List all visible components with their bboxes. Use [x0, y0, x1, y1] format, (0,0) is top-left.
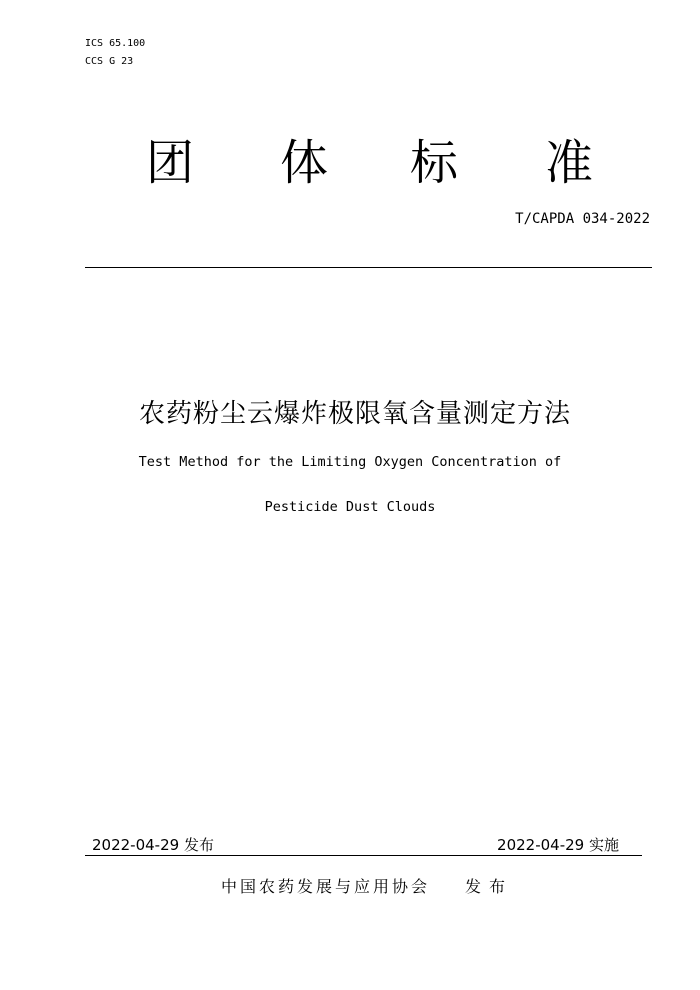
chinese-title: 农药粉尘云爆炸极限氧含量测定方法: [138, 399, 571, 429]
issue-action: 发布: [465, 877, 514, 896]
standard-number: T/CAPDA 034-2022: [515, 211, 650, 227]
doc-type-char-4: 准: [545, 135, 594, 191]
doc-type-char-2: 体: [280, 135, 329, 191]
ccs-code: CCS G 23: [85, 56, 134, 67]
publication-date: 2022-04-29 发布: [92, 836, 214, 854]
english-title-line-2: Pesticide Dust Clouds: [264, 499, 436, 515]
ics-code: ICS 65.100: [85, 38, 146, 49]
issuing-organization: 中国农药发展与应用协会: [221, 877, 431, 896]
header-divider: [85, 267, 652, 268]
doc-type-char-3: 标: [410, 135, 459, 191]
implementation-date: 2022-04-29 实施: [497, 836, 619, 854]
footer-divider: [85, 855, 642, 856]
doc-type-char-1: 团: [146, 135, 195, 191]
english-title-line-1: Test Method for the Limiting Oxygen Concentration of: [138, 454, 562, 470]
